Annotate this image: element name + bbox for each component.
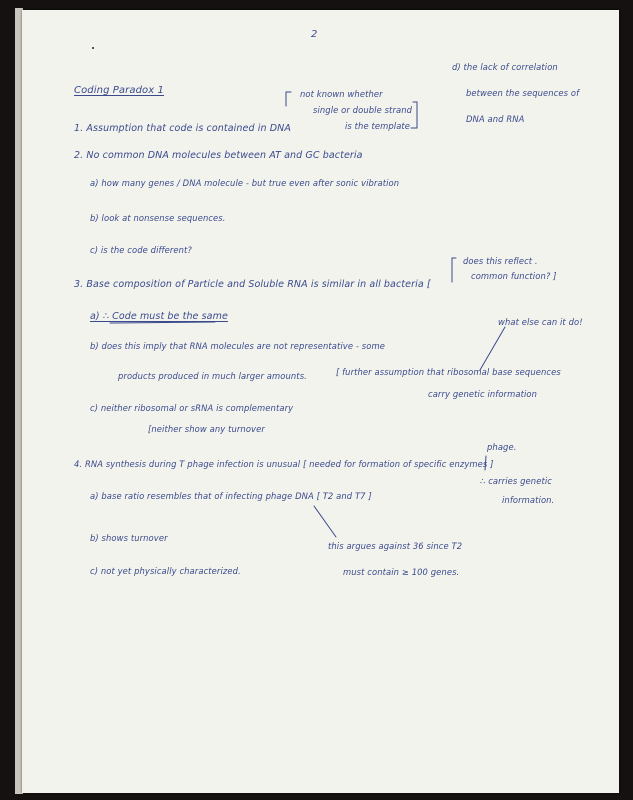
carries-genetic-line-2: information. [502, 495, 555, 505]
item-3b-bracket-line-1: [ further assumption that ribosomal base sequences [336, 367, 561, 377]
item-1-bracket-line-3: is the template [345, 121, 411, 131]
side-note-line-3: DNA and RNA [466, 114, 525, 124]
page-title: Coding Paradox 1 [74, 85, 165, 96]
item-3c-note: [neither show any turnover [148, 424, 265, 434]
item-4-phage-insert: phage. [487, 442, 517, 452]
item-2c: c) is the code different? [90, 245, 192, 255]
item-2b: b) look at nonsense sequences. [90, 213, 226, 223]
item-4a: a) base ratio resembles that of infecting phage DNA [ T2 and T7 ] [90, 491, 372, 501]
item-3b-bracket-line-2: carry genetic information [428, 389, 538, 399]
item-2-text: 2. No common DNA molecules between AT and GC bacteria [74, 150, 363, 161]
page-number: 2 [311, 29, 318, 40]
what-else-note: what else can it do! [498, 317, 583, 327]
item-3-bracket-line-1: does this reflect . [463, 256, 538, 266]
item-3-bracket-line-2: common function? ] [471, 271, 557, 281]
item-3b-line-1: b) does this imply that RNA molecules are not representative - some [90, 341, 385, 351]
what-else-connector [480, 327, 505, 370]
phage-connector [485, 456, 486, 470]
item-4b: b) shows turnover [90, 533, 168, 543]
item-1-bracket-right [411, 102, 417, 128]
item-2a: a) how many genes / DNA molecule - but true even after sonic vibration [90, 178, 400, 188]
item-1-bracket-line-1: not known whether [300, 89, 383, 99]
item-3a-underline [110, 322, 215, 323]
argues-against-line-1: this argues against 36 since T2 [328, 541, 463, 551]
item-3a: a) ∴ Code must be the same [90, 311, 228, 322]
carries-genetic-line-1: ∴ carries genetic [480, 476, 552, 486]
item-1-bracket-left [286, 92, 291, 106]
side-note-line-1: d) the lack of correlation [452, 62, 558, 72]
item-3-text: 3. Base composition of Particle and Soluble RNA is similar in all bacteria [ [74, 279, 431, 290]
argues-connector [314, 506, 336, 537]
item-1-bracket-line-2: single or double strand [313, 105, 413, 115]
item-3c: c) neither ribosomal or sRNA is complementary [90, 403, 294, 413]
item-3b-line-2: products produced in much larger amounts. [118, 371, 307, 381]
item-4-text: 4. RNA synthesis during T phage infection is unusual [ needed for formation of specific enzymes ] [74, 459, 494, 469]
item-1-text: 1. Assumption that code is contained in DNA [74, 123, 291, 134]
item-3-bracket-left [452, 258, 456, 282]
item-4c: c) not yet physically characterized. [90, 566, 241, 576]
side-note-line-2: between the sequences of [466, 88, 580, 98]
argues-against-line-2: must contain ≥ 100 genes. [343, 567, 460, 577]
